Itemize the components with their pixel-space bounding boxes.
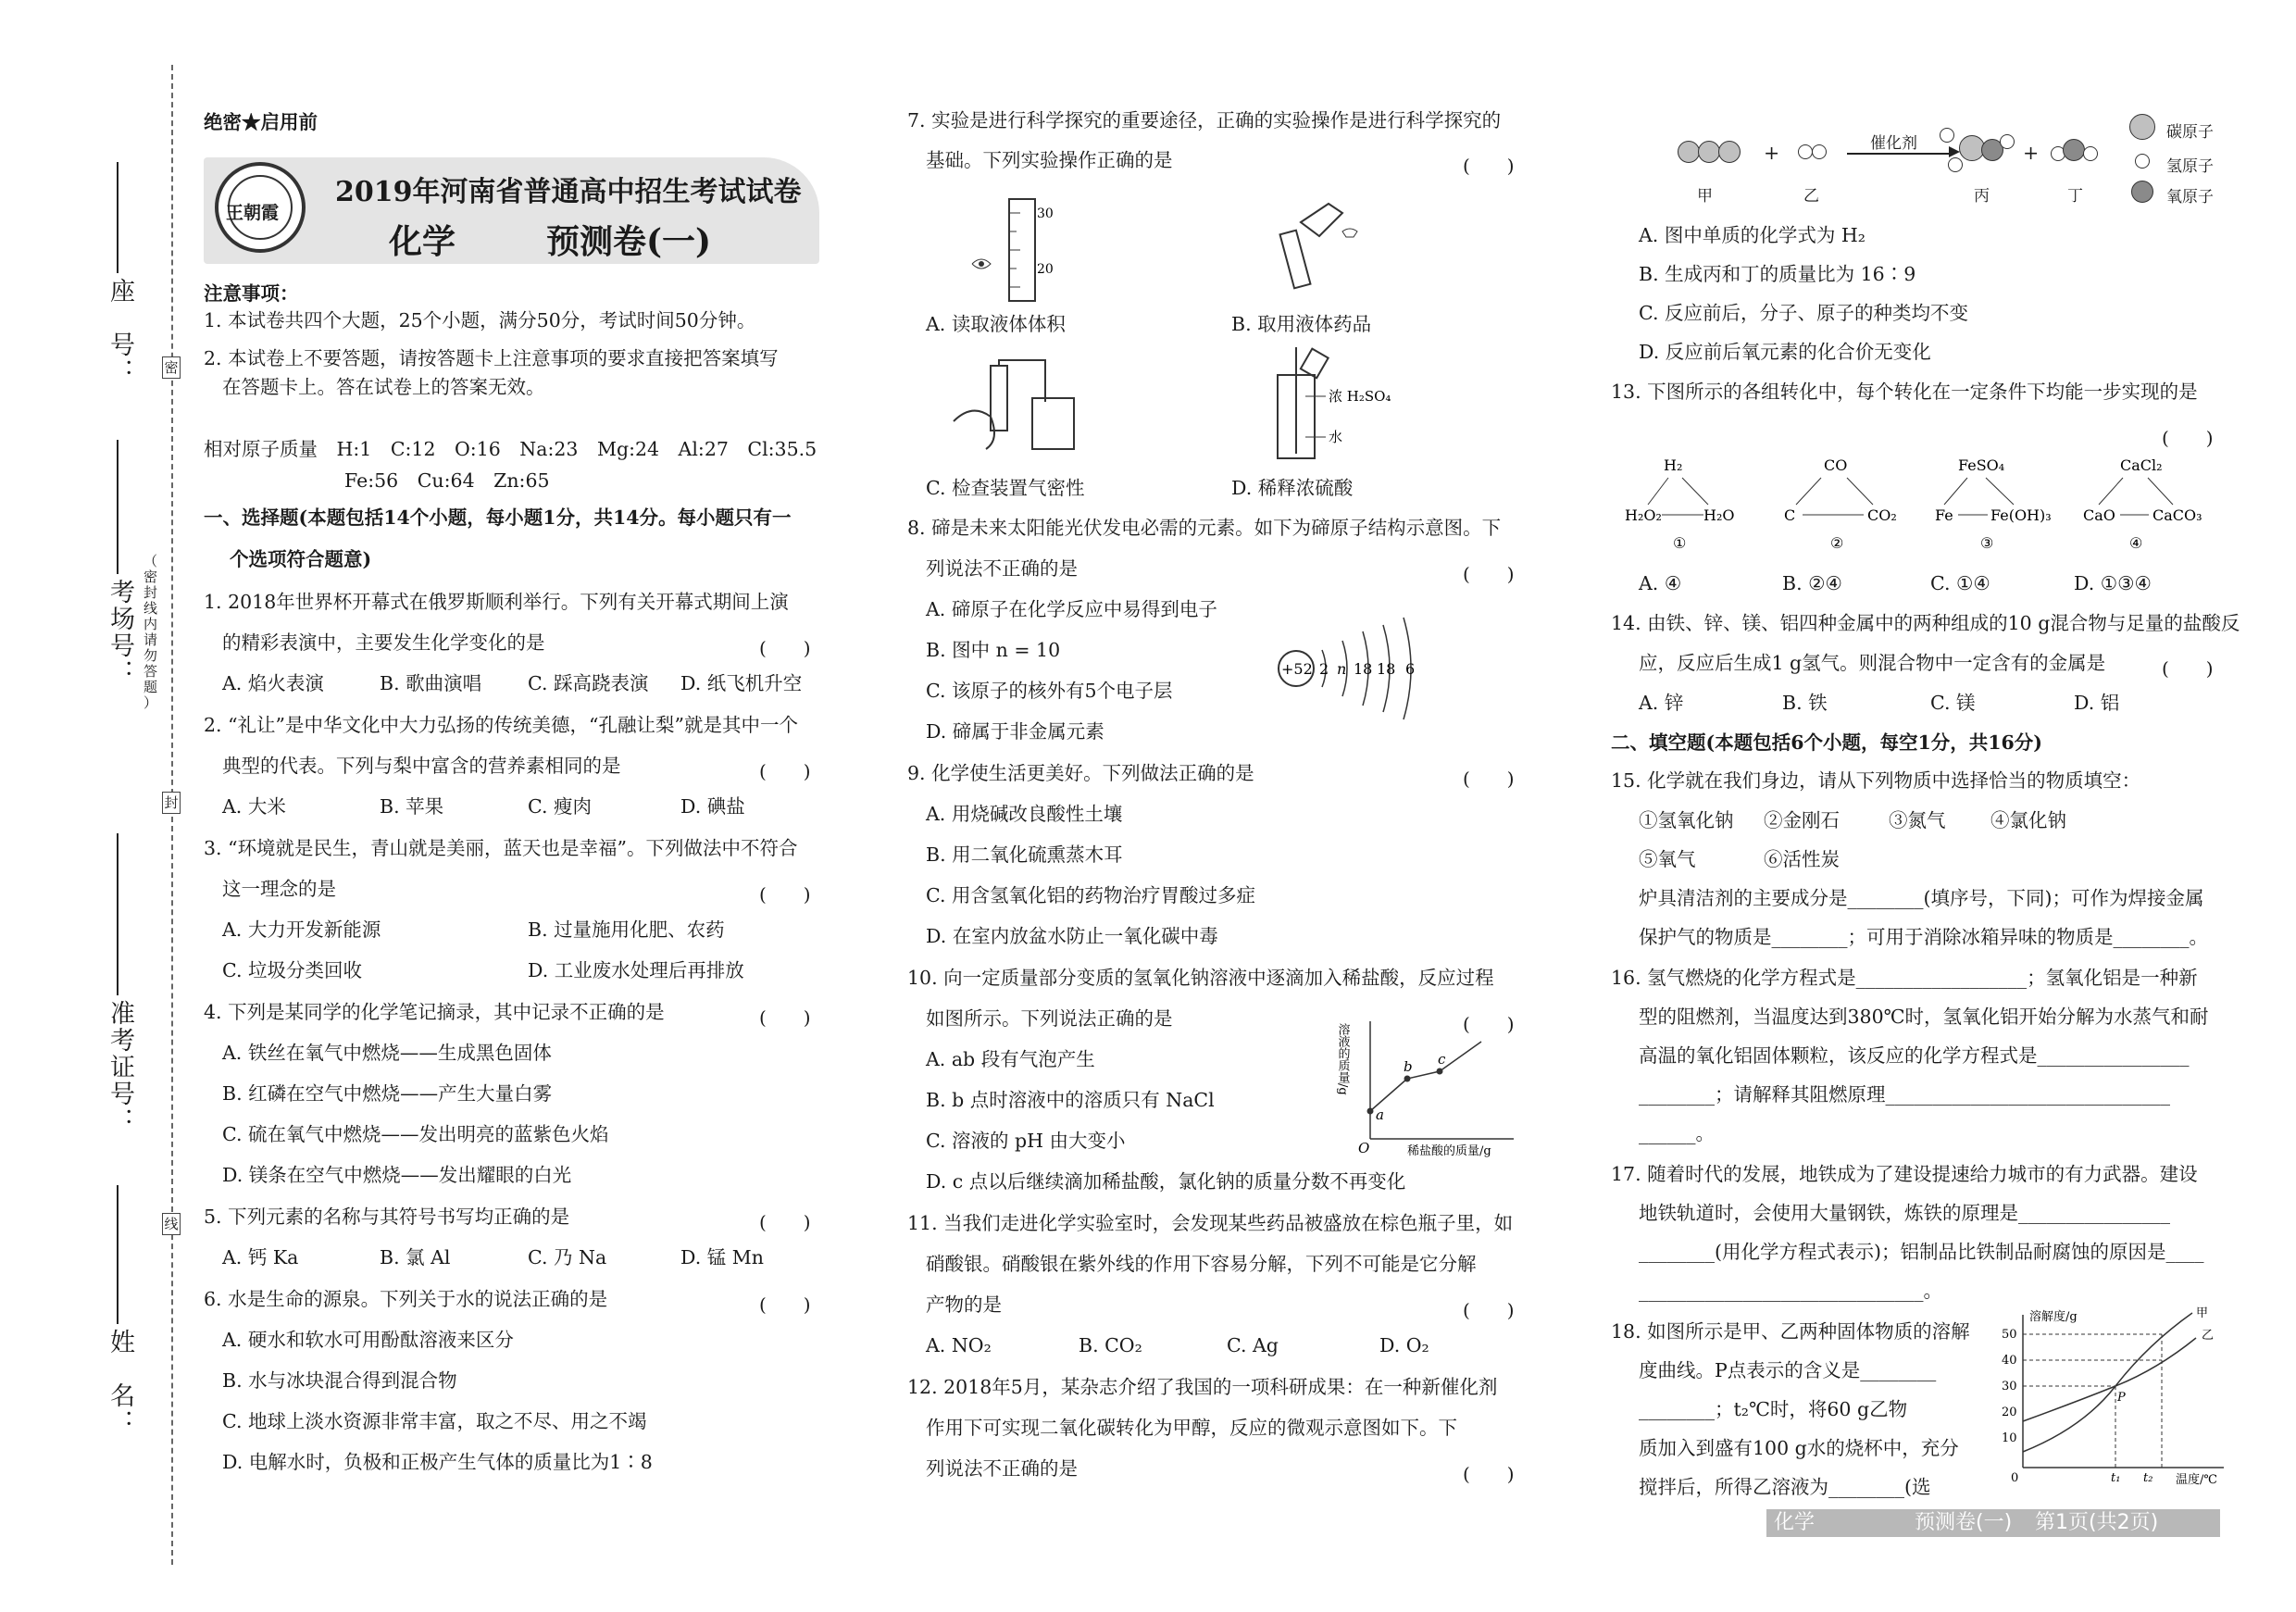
q14-opt-b[interactable]: B. 铁 (1782, 692, 1828, 714)
footer-paper: 预测卷(一) (1915, 1511, 2013, 1534)
q10-opt-b[interactable]: B. b 点时溶液中的溶质只有 NaCl (926, 1089, 1215, 1111)
admission-label: 准考证号： (106, 1000, 134, 1134)
q1-stem-2: 的精彩表演中，主要发生化学变化的是 (222, 631, 545, 654)
q18-line-5[interactable]: 搅拌后，所得乙溶液为________(选 (1639, 1476, 1931, 1498)
q3-stem-2: 这一理念的是 (222, 878, 336, 900)
solubility-chart (1981, 1306, 2231, 1486)
q7-answer[interactable]: ( ) (1463, 155, 1515, 177)
label-ding: 丁 (2067, 187, 2083, 206)
svg-text:H₂: H₂ (1664, 456, 1683, 474)
q7-opt-c[interactable]: C. 检查装置气密性 (926, 477, 1085, 499)
svg-text:CaCl₂: CaCl₂ (2120, 456, 2163, 474)
q16-line-2: 型的阻燃剂，当温度达到380℃时，氢氧化铝开始分解为水蒸气和耐 (1639, 1006, 2209, 1028)
svg-text:Fe: Fe (1935, 506, 1953, 524)
q16-line-3[interactable]: 高温的氧化铝固体颗粒，该反应的化学方程式是________________ (1639, 1044, 2190, 1067)
svg-text:t₂: t₂ (2143, 1471, 2153, 1485)
svg-text:30: 30 (2002, 1380, 2017, 1393)
svg-text:H₂O₂: H₂O₂ (1625, 506, 1662, 524)
q15-item-3: ③氮气 (1889, 809, 1946, 831)
q10-stem: 10. 向一定质量部分变质的氢氧化钠溶液中逐滴加入稀盐酸，反应过程 (907, 967, 1494, 989)
seat-field[interactable] (117, 162, 119, 273)
q4-opt-b[interactable]: B. 红磷在空气中燃烧——产生大量白雾 (222, 1082, 553, 1105)
tellurium-atom-figure (1268, 606, 1435, 731)
q15-item-2: ②金刚石 (1764, 809, 1840, 831)
q8-opt-c[interactable]: C. 该原子的核外有5个电子层 (926, 680, 1173, 702)
q5-opt-c[interactable]: C. 乃 Na (528, 1246, 607, 1268)
q13-opt-c[interactable]: C. ①④ (1930, 572, 1990, 594)
label-yi: 乙 (1803, 187, 1819, 206)
q15-item-6: ⑥活性炭 (1764, 848, 1840, 870)
hydrogen-legend-icon (2135, 154, 2150, 169)
q8-opt-a[interactable]: A. 碲原子在化学反应中易得到电子 (926, 598, 1217, 620)
q14-opt-a[interactable]: A. 锌 (1639, 692, 1684, 714)
svg-text:C: C (1784, 506, 1796, 524)
oxygen-legend-icon (2131, 181, 2153, 203)
svg-text:O: O (1358, 1140, 1370, 1156)
svg-text:a: a (1376, 1106, 1384, 1123)
exam-room-field[interactable] (117, 440, 119, 574)
atomic-mass-2: Fe:56 Cu:64 Zn:65 (344, 469, 550, 492)
svg-text:④: ④ (2129, 534, 2143, 552)
carbon-atom (1718, 141, 1741, 163)
q1-stem: 1. 2018年世界杯开幕式在俄罗斯顺利举行。下列有关开幕式期间上演 (204, 591, 789, 613)
name-field[interactable] (117, 1185, 119, 1324)
cylinder-reading-figure (963, 194, 1074, 310)
q2-opt-a[interactable]: A. 大米 (222, 795, 286, 818)
q3-opt-b[interactable]: B. 过量施用化肥、农药 (528, 918, 725, 941)
q4-answer[interactable]: ( ) (759, 1006, 811, 1029)
hydrogen-atom (2000, 134, 2015, 149)
q12-opt-d[interactable]: D. 反应前后氧元素的化合价无变化 (1639, 341, 1931, 363)
q9-answer[interactable]: ( ) (1463, 768, 1515, 790)
q17-line-3[interactable]: ________(用化学方程式表示)；铝制品比铁制品耐腐蚀的原因是____ (1639, 1241, 2204, 1263)
q8-answer[interactable]: ( ) (1463, 563, 1515, 585)
svg-text:浓 H₂SO₄: 浓 H₂SO₄ (1329, 388, 1391, 405)
q2-opt-b[interactable]: B. 苹果 (380, 795, 444, 818)
q12-stem: 12. 2018年5月，某杂志介绍了我国的一项科研成果：在一种新催化剂 (907, 1376, 1498, 1398)
svg-text:18: 18 (1354, 660, 1373, 678)
q1-opt-c[interactable]: C. 踩高跷表演 (528, 672, 649, 694)
q12-stem-2: 作用下可实现二氧化碳转化为甲醇，反应的微观示意图如下。下 (926, 1417, 1457, 1439)
q13-opt-d[interactable]: D. ①③④ (2074, 572, 2152, 594)
xian-tag: 线 (162, 1213, 181, 1235)
q2-stem: 2. “礼让”是中华文化中大力弘扬的传统美德，“孔融让梨”就是其中一个 (204, 714, 798, 736)
q5-stem: 5. 下列元素的名称与其符号书写均正确的是 (204, 1206, 570, 1228)
q7-opt-a[interactable]: A. 读取液体体积 (926, 313, 1066, 335)
q13-opt-a[interactable]: A. ④ (1639, 572, 1682, 594)
notice-vertical: （ 密 封 线 内 请 勿 答 题 ） (144, 553, 158, 711)
q3-opt-d[interactable]: D. 工业废水处理后再排放 (528, 959, 744, 981)
q9-stem: 9. 化学使生活更美好。下列做法正确的是 (907, 762, 1254, 784)
svg-text:乙: 乙 (2202, 1329, 2215, 1343)
svg-text:n: n (1337, 660, 1347, 678)
q5-answer[interactable]: ( ) (759, 1211, 811, 1233)
q5-opt-b[interactable]: B. 氯 Al (380, 1246, 451, 1268)
q10-opt-d[interactable]: D. c 点以后继续滴加稀盐酸，氯化钠的质量分数不再变化 (926, 1170, 1406, 1193)
q11-stem: 11. 当我们走进化学实验室时，会发现某些药品被盛放在棕色瓶子里，如 (907, 1212, 1514, 1234)
q14-answer[interactable]: ( ) (2162, 657, 2214, 680)
svg-text:40: 40 (2002, 1354, 2017, 1368)
svg-text:②: ② (1830, 534, 1844, 552)
q8-opt-d[interactable]: D. 碲属于非金属元素 (926, 720, 1104, 743)
catalyst-label: 催化剂 (1870, 134, 1917, 153)
notice-item-1: 1. 本试卷共四个大题，25个小题，满分50分，考试时间50分钟。 (204, 309, 756, 331)
q12-stem-3: 列说法不正确的是 (926, 1457, 1078, 1480)
q15-line-4[interactable]: 炉具清洁剂的主要成分是________(填序号，下同)；可作为焊接金属 (1639, 887, 2204, 909)
conversion-groups-figure (1625, 454, 2236, 556)
admission-field[interactable] (117, 833, 119, 995)
q9-opt-b[interactable]: B. 用二氧化硫熏蒸木耳 (926, 843, 1123, 866)
section1-heading: 一、选择题(本题包括14个小题，每小题1分，共14分。每小题只有一 (204, 506, 792, 529)
q17-stem: 17. 随着时代的发展，地铁成为了建设提速给力城市的有力武器。建设 (1611, 1163, 2198, 1185)
reaction-arrow (1847, 153, 1953, 155)
q1-answer[interactable]: ( ) (759, 637, 811, 659)
q14-opt-d[interactable]: D. 铝 (2074, 692, 2120, 714)
q4-opt-d[interactable]: D. 镁条在空气中燃烧——发出耀眼的白光 (222, 1164, 572, 1186)
q15-item-1: ①氢氧化钠 (1639, 809, 1734, 831)
exam-title: 2019年河南省普通高中招生考试试卷 (335, 176, 802, 208)
q7-opt-b[interactable]: B. 取用液体药品 (1231, 313, 1372, 335)
q16-line-5[interactable]: ______。 (1639, 1122, 1715, 1144)
svg-text:溶解度/g: 溶解度/g (2029, 1310, 2078, 1324)
q13-answer[interactable]: ( ) (2162, 427, 2214, 449)
airtightness-figure (944, 356, 1102, 458)
q15-item-4: ④氯化钠 (1990, 809, 2066, 831)
q6-stem: 6. 水是生命的源泉。下列关于水的说法正确的是 (204, 1288, 608, 1310)
q10-answer[interactable]: ( ) (1463, 1013, 1515, 1035)
svg-text:③: ③ (1980, 534, 1994, 552)
footer-page: 第1页(共2页) (2035, 1511, 2159, 1534)
carbon-atom (1678, 141, 1700, 163)
section2-heading: 二、填空题(本题包括6个小题，每空1分，共16分) (1611, 731, 2042, 754)
q18-line-2[interactable]: 度曲线。P点表示的含义是________ (1639, 1359, 1937, 1381)
q3-opt-a[interactable]: A. 大力开发新能源 (222, 918, 381, 941)
q7-stem: 7. 实验是进行科学探究的重要途径，正确的实验操作是进行科学探究的 (907, 109, 1502, 131)
q4-opt-a[interactable]: A. 铁丝在氧气中燃烧——生成黑色固体 (222, 1042, 552, 1064)
seal-tag: 密 (162, 356, 181, 379)
feng-tag: 封 (162, 792, 181, 814)
q6-opt-b[interactable]: B. 水与冰块混合得到混合物 (222, 1369, 457, 1392)
q5-opt-d[interactable]: D. 锰 Mn (680, 1246, 764, 1268)
svg-text:CO: CO (1824, 456, 1848, 474)
q11-opt-a[interactable]: A. NO₂ (926, 1334, 992, 1356)
hydrogen-atom (1948, 157, 1963, 172)
svg-text:溶液的质量/g: 溶液的质量/g (1335, 1023, 1350, 1095)
svg-text:①: ① (1673, 534, 1687, 552)
legend-carbon: 碳原子 (2166, 123, 2214, 142)
q12-opt-c[interactable]: C. 反应前后，分子、原子的种类均不变 (1639, 302, 1968, 324)
svg-text:20: 20 (1037, 262, 1054, 277)
svg-text:18: 18 (1377, 660, 1396, 678)
svg-text:b: b (1404, 1058, 1413, 1075)
secret-label: 绝密★启用前 (204, 111, 318, 133)
q14-opt-c[interactable]: C. 镁 (1930, 692, 1976, 714)
footer-subject: 化学 (1774, 1511, 1816, 1534)
hydrogen-atom (2083, 146, 2098, 161)
plus-sign: + (2023, 142, 2040, 164)
svg-text:50: 50 (2002, 1328, 2017, 1342)
binding-line (171, 65, 173, 1565)
label-jia: 甲 (1697, 187, 1713, 206)
q10-chart (1333, 1014, 1518, 1162)
label-bing: 丙 (1974, 187, 1990, 206)
paper-title: 预测卷(一) (546, 222, 712, 261)
hydrogen-atom (1812, 144, 1827, 159)
q14-stem-2: 应，反应后生成1 g氢气。则混合物中一定含有的金属是 (1639, 652, 2106, 674)
q11-stem-2: 硝酸银。硝酸银在紫外线的作用下容易分解，下列不可能是它分解 (926, 1253, 1477, 1275)
notice-heading: 注意事项： (204, 282, 299, 305)
q1-opt-b[interactable]: B. 歌曲演唱 (380, 672, 482, 694)
q5-opt-a[interactable]: A. 钙 Ka (222, 1246, 299, 1268)
q18-line-3[interactable]: ________；t₂℃时，将60 g乙物 (1639, 1398, 1908, 1420)
q15-line-5[interactable]: 保护气的物质是________；可用于消除冰箱异味的物质是________。 (1639, 926, 2208, 948)
svg-text:CaO: CaO (2083, 506, 2115, 524)
svg-text:6: 6 (1405, 660, 1416, 678)
svg-text:稀盐酸的质量/g: 稀盐酸的质量/g (1407, 1144, 1491, 1158)
svg-text:CO₂: CO₂ (1867, 506, 1897, 524)
svg-text:+52: +52 (1281, 660, 1313, 678)
q8-stem: 8. 碲是未来太阳能光伏发电必需的元素。如下为碲原子结构示意图。下 (907, 517, 1502, 539)
q6-opt-d[interactable]: D. 电解水时，负极和正极产生气体的质量比为1∶8 (222, 1451, 653, 1473)
q16-stem[interactable]: 16. 氢气燃烧的化学方程式是__________________；氢氧化铝是一种新 (1611, 967, 2198, 989)
svg-text:水: 水 (1329, 429, 1343, 445)
section1-heading-2: 个选项符合题意) (230, 548, 372, 570)
legend-oxygen: 氧原子 (2166, 188, 2214, 206)
exam-room-label: 考场号： (106, 579, 134, 686)
svg-text:Fe(OH)₃: Fe(OH)₃ (1990, 506, 2052, 524)
svg-text:H₂O: H₂O (1703, 506, 1735, 524)
q17-line-4[interactable]: ______________________________。 (1639, 1280, 1942, 1302)
hydrogen-atom (1940, 128, 1954, 143)
subject-title: 化学 (389, 222, 456, 261)
svg-text:30: 30 (1037, 206, 1054, 221)
q3-stem: 3. “环境就是民生，青山就是美丽，蓝天也是幸福”。下列做法中不符合 (204, 837, 798, 859)
q15-stem: 15. 化学就在我们身边，请从下列物质中选择恰当的物质填空： (1611, 769, 2141, 792)
carbon-legend-icon (2129, 114, 2155, 140)
q16-line-4[interactable]: ________；请解释其阻燃原理______________________________ (1639, 1083, 2170, 1106)
q2-stem-2: 典型的代表。下列与梨中富含的营养素相同的是 (222, 755, 621, 777)
dropper-figure (1250, 194, 1370, 301)
q7-stem-2: 基础。下列实验操作正确的是 (926, 149, 1173, 171)
q1-opt-a[interactable]: A. 焰火表演 (222, 672, 324, 694)
q10-opt-c[interactable]: C. 溶液的 pH 由大变小 (926, 1130, 1126, 1152)
carbon-atom (1698, 141, 1720, 163)
seat-label: 座 号： (106, 278, 134, 385)
svg-text:20: 20 (2002, 1406, 2017, 1419)
q11-opt-d[interactable]: D. O₂ (1379, 1334, 1429, 1356)
q9-opt-d[interactable]: D. 在室内放盆水防止一氧化碳中毒 (926, 925, 1218, 947)
q17-line-2[interactable]: 地铁轨道时，会使用大量钢铁，炼铁的原理是________________ (1639, 1202, 2170, 1224)
svg-text:P: P (2117, 1391, 2126, 1405)
svg-text:FeSO₄: FeSO₄ (1958, 456, 2005, 474)
q2-opt-c[interactable]: C. 瘦肉 (528, 795, 592, 818)
q10-stem-2: 如图所示。下列说法正确的是 (926, 1007, 1173, 1030)
page-footer (1766, 1509, 2220, 1537)
q18-line-4: 质加入到盛有100 g水的烧杯中，充分 (1639, 1437, 1959, 1459)
notice-item-2b: 在答题卡上。答在试卷上的答案无效。 (222, 376, 545, 398)
q15-item-5: ⑤氧气 (1639, 848, 1696, 870)
q3-opt-c[interactable]: C. 垃圾分类回收 (222, 959, 362, 981)
q9-opt-a[interactable]: A. 用烧碱改良酸性土壤 (926, 803, 1123, 825)
oxygen-atom (2063, 139, 2085, 161)
q9-opt-c[interactable]: C. 用含氢氧化铝的药物治疗胃酸过多症 (926, 884, 1255, 906)
svg-text:t₁: t₁ (2111, 1471, 2121, 1485)
q13-opt-b[interactable]: B. ②④ (1782, 572, 1842, 594)
q11-answer[interactable]: ( ) (1463, 1299, 1515, 1321)
q12-opt-b[interactable]: B. 生成丙和丁的质量比为 16∶9 (1639, 263, 1916, 285)
q1-opt-d[interactable]: D. 纸飞机升空 (680, 672, 803, 694)
q4-stem: 4. 下列是某同学的化学笔记摘录，其中记录不正确的是 (204, 1001, 665, 1023)
q8-stem-2: 列说法不正确的是 (926, 557, 1078, 580)
name-label: 姓 名： (106, 1329, 134, 1436)
svg-text:0: 0 (2011, 1471, 2019, 1485)
q4-opt-c[interactable]: C. 硫在氧气中燃烧——发出明亮的蓝紫色火焰 (222, 1123, 609, 1145)
q13-stem: 13. 下图所示的各组转化中，每个转化在一定条件下均能一步实现的是 (1611, 381, 2198, 403)
q12-answer[interactable]: ( ) (1463, 1463, 1515, 1485)
q7-opt-d[interactable]: D. 稀释浓硫酸 (1231, 477, 1354, 499)
q6-answer[interactable]: ( ) (759, 1293, 811, 1316)
q12-opt-a[interactable]: A. 图中单质的化学式为 H₂ (1639, 224, 1866, 246)
q11-stem-3: 产物的是 (926, 1293, 1002, 1316)
q18-stem: 18. 如图所示是甲、乙两种固体物质的溶解 (1611, 1320, 1970, 1343)
svg-text:甲: 甲 (2196, 1306, 2209, 1320)
q2-opt-d[interactable]: D. 碘盐 (680, 795, 745, 818)
q3-answer[interactable]: ( ) (759, 883, 811, 906)
q11-opt-c[interactable]: C. Ag (1227, 1334, 1279, 1356)
atomic-mass-1: 相对原子质量 H:1 C:12 O:16 Na:23 Mg:24 Al:27 Cl:35.5 (204, 438, 817, 460)
svg-text:c: c (1438, 1051, 1446, 1068)
q2-answer[interactable]: ( ) (759, 760, 811, 782)
legend-hydrogen: 氢原子 (2166, 157, 2214, 176)
q8-opt-b[interactable]: B. 图中 n = 10 (926, 639, 1061, 661)
plus-sign: + (1764, 142, 1780, 164)
publisher-logo: 王朝霞 (215, 162, 306, 253)
notice-item-2a: 2. 本试卷上不要答题，请按答题卡上注意事项的要求直接把答案填写 (204, 347, 779, 369)
hydrogen-atom (1798, 144, 1813, 159)
svg-text:2: 2 (1319, 660, 1329, 678)
q14-stem: 14. 由铁、锌、镁、铝四种金属中的两种组成的10 g混合物与足量的盐酸反 (1611, 612, 2240, 634)
q6-opt-a[interactable]: A. 硬水和软水可用酚酞溶液来区分 (222, 1329, 514, 1351)
svg-text:温度/℃: 温度/℃ (2176, 1473, 2217, 1486)
svg-text:CaCO₃: CaCO₃ (2152, 506, 2202, 524)
q10-opt-a[interactable]: A. ab 段有气泡产生 (926, 1048, 1095, 1070)
svg-text:10: 10 (2002, 1431, 2017, 1445)
dilute-acid-figure (1268, 347, 1407, 468)
q11-opt-b[interactable]: B. CO₂ (1079, 1334, 1142, 1356)
q6-opt-c[interactable]: C. 地球上淡水资源非常丰富，取之不尽、用之不竭 (222, 1410, 647, 1432)
